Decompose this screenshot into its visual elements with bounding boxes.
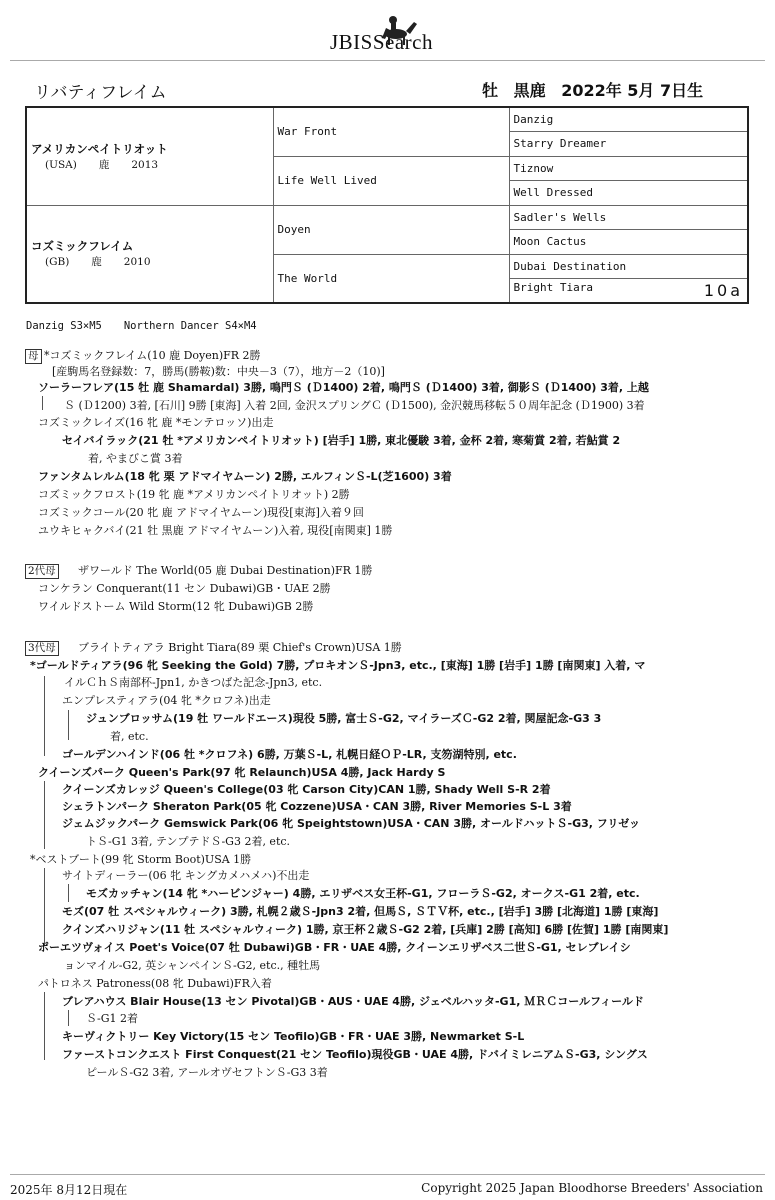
- dam-name[interactable]: コズミックフレイム: [31, 239, 134, 254]
- produce-line[interactable]: セイバイラック(21 牡 *アメリカンペイトリオット) [岩手] 1勝, 東北優駿 3着, 金杯 2着, 寒菊賞 2着, 若鮎賞 2: [62, 434, 621, 447]
- produce-line[interactable]: クイーンズパーク Queen's Park(97 牝 Relaunch)USA 4勝, Jack Hardy S: [38, 766, 446, 779]
- produce-line[interactable]: コズミックコール(20 牝 鹿 アドマイヤムーン)現役[東海]入着９回: [38, 506, 364, 519]
- footer-divider: [10, 1174, 765, 1175]
- produce-line[interactable]: エンプレスティアラ(04 牝 *クロフネ)出走: [62, 694, 271, 707]
- tree-connector: [42, 396, 43, 410]
- horse-info: [482, 78, 703, 101]
- produce-line-cont: ピールＳ-G2 3着, アールオヴセフトンＳ-G3 3着: [86, 1066, 328, 1079]
- dam-cell[interactable]: [26, 205, 273, 303]
- produce-line[interactable]: コンケラン Conquerant(11 セン Dubawi)GB・UAE 2勝: [38, 582, 331, 595]
- tree-connector: [68, 1010, 69, 1026]
- produce-summary: [産駒馬名登録数：7，勝馬(勝鞍)数：中央－3（7），地方－2（10)]: [52, 365, 385, 378]
- inbreeding-item: Danzig S3×M5: [26, 320, 102, 332]
- tree-connector: [68, 884, 69, 902]
- pedigree-g3-cell[interactable]: Danzig: [509, 107, 748, 132]
- horse-color: 黒鹿: [513, 81, 546, 100]
- produce-line[interactable]: モズ(07 牡 スペシャルウィーク) 3勝, 札幌２歳Ｓ-Jpn3 2着, 但馬Ｓ, ＳＴＶ杯, etc., [岩手] 3勝 [北海道] 1勝 [東海]: [62, 905, 659, 918]
- logo-text: JBISSearch: [330, 30, 433, 54]
- produce-line[interactable]: コズミックレイズ(16 牝 鹿 *モンテロッソ)出走: [38, 416, 274, 429]
- sire-cell[interactable]: [26, 107, 273, 205]
- pedigree-g2-cell[interactable]: Doyen: [273, 205, 509, 254]
- section-tag-second-dam: 2代母: [25, 564, 59, 579]
- produce-line[interactable]: ユウキヒャクバイ(21 牡 黒鹿 アドマイヤムーン)入着, 現役[南関東] 1勝: [38, 524, 393, 537]
- produce-line[interactable]: ファンタムレルム(18 牝 栗 アドマイヤムーン) 2勝, エルフィンＳ-L(芝1600) 3着: [38, 470, 452, 483]
- horse-birth: 2022年 5月 7日生: [561, 81, 704, 100]
- produce-line[interactable]: キーヴィクトリー Key Victory(15 セン Teofilo)GB・FR・UAE 3勝, Newmarket S-L: [62, 1030, 525, 1043]
- sire-info: (USA) 鹿 2013: [45, 158, 159, 171]
- produce-line[interactable]: *ゴールドティアラ(96 牝 Seeking the Gold) 7勝, プロキオンＳ-Jpn3, etc., [東海] 1勝 [岩手] 1勝 [南関東] 入着, マ: [30, 659, 646, 672]
- produce-line[interactable]: ワイルドストーム Wild Storm(12 牝 Dubawi)GB 2勝: [38, 600, 314, 613]
- tree-connector: [68, 710, 69, 740]
- pedigree-g3-cell[interactable]: Dubai Destination: [509, 254, 748, 279]
- tree-connector: [44, 676, 45, 756]
- pedigree-g3-cell[interactable]: Tiznow: [509, 156, 748, 181]
- produce-line[interactable]: ファーストコンクエスト First Conquest(21 セン Teofilo)現役GB・UAE 4勝, ドバイミレニアムＳ-G3, シングス: [62, 1048, 648, 1061]
- as-of-date: 2025年 8月12日現在: [10, 1183, 128, 1197]
- inbreeding-item: Northern Dancer S4×M4: [123, 320, 257, 332]
- tree-connector: [44, 992, 45, 1060]
- produce-line-cont: 着, やまびこ賞 3着: [88, 452, 183, 465]
- sire-name[interactable]: アメリカンペイトリオット: [31, 141, 168, 156]
- tree-connector: [44, 868, 45, 946]
- produce-line-cont: Ｓ (Ｄ1200) 3着, [石川] 9勝 [東海] 入着 2回, 金沢スプリングＣ (Ｄ1500), 金沢競馬移転５０周年記念 (Ｄ1900) 3着: [64, 399, 645, 412]
- horse-sex: 牡: [482, 81, 499, 100]
- pedigree-g3-cell[interactable]: Starry Dreamer: [509, 132, 748, 157]
- produce-line-cont: トＳ-G1 3着, テンプテドＳ-G3 2着, etc.: [86, 835, 291, 848]
- pedigree-g3-cell[interactable]: Moon Cactus: [509, 230, 748, 255]
- produce-line-cont: Ｓ-G1 2着: [86, 1012, 138, 1025]
- copyright: Copyright 2025 Japan Bloodhorse Breeders' Association: [421, 1181, 763, 1195]
- produce-line[interactable]: パトロネス Patroness(08 牝 Dubawi)FR入着: [38, 977, 272, 990]
- produce-line[interactable]: ポーエツヴォイス Poet's Voice(07 牡 Dubawi)GB・FR・UAE 4勝, クイーンエリザベス二世Ｓ-G1, セレブレイシ: [38, 941, 631, 954]
- produce-line[interactable]: ブレアハウス Blair House(13 セン Pivotal)GB・AUS・UAE 4勝, ジェベルハッタ-G1, ＭＲＣコールフィールド: [62, 995, 644, 1008]
- jbis-logo: [320, 8, 460, 54]
- produce-line-cont: イルＣｈＳ南部杯-Jpn1, かきつばた記念-Jpn3, etc.: [64, 676, 323, 689]
- produce-line[interactable]: ジュンブロッサム(19 牡 ワールドエース)現役 5勝, 富士Ｓ-G2, マイラーズＣ-G2 2着, 関屋記念-G3 3: [86, 712, 602, 725]
- produce-line[interactable]: コズミックフロスト(19 牝 鹿 *アメリカンペイトリオット) 2勝: [38, 488, 350, 501]
- pedigree-g2-cell[interactable]: Life Well Lived: [273, 156, 509, 205]
- pedigree-g3-cell[interactable]: Sadler's Wells: [509, 205, 748, 230]
- produce-line[interactable]: クインズハリジャン(11 牡 スペシャルウィーク) 1勝, 京王杯２歳Ｓ-G2 2着, [兵庫] 2勝 [高知] 6勝 [佐賀] 1勝 [南関東]: [62, 923, 669, 936]
- pedigree-g2-cell[interactable]: War Front: [273, 107, 509, 156]
- pedigree-g3-cell[interactable]: Well Dressed: [509, 181, 748, 206]
- produce-line[interactable]: モズカッチャン(14 牝 *ハービンジャー) 4勝, エリザベス女王杯-G1, フローラＳ-G2, オークス-G1 2着, etc.: [86, 887, 640, 900]
- third-dam-record: ブライトティアラ Bright Tiara(89 栗 Chief's Crown)USA 1勝: [78, 641, 402, 654]
- produce-line[interactable]: *ベストブート(99 牝 Storm Boot)USA 1勝: [30, 853, 252, 866]
- section-tag-third-dam: 3代母: [25, 641, 59, 656]
- pedigree-g3-cell-label[interactable]: Bright Tiara: [513, 281, 593, 294]
- produce-line[interactable]: ゴールデンハインド(06 牡 *クロフネ) 6勝, 万葉Ｓ-L, 札幌日経ＯＰ-LR, 支笏湖特別, etc.: [62, 748, 517, 761]
- produce-line[interactable]: クイーンズカレッジ Queen's College(03 牝 Carson City)CAN 1勝, Shady Well S-R 2着: [62, 783, 551, 796]
- pedigree-g3-cell: [509, 279, 748, 304]
- family-number: 10a: [703, 281, 743, 300]
- produce-line[interactable]: サイトディーラー(06 牝 キングカメハメハ)不出走: [62, 869, 310, 882]
- produce-line-cont: 着, etc.: [110, 730, 149, 743]
- section-tag-dam: 母: [25, 349, 42, 364]
- dam-record: *コズミックフレイム(10 鹿 Doyen)FR 2勝: [44, 349, 261, 362]
- header-divider: [10, 60, 765, 61]
- pedigree-table: [25, 106, 749, 304]
- pedigree-g2-cell[interactable]: The World: [273, 254, 509, 303]
- horse-name: リバティフレイム: [34, 83, 167, 103]
- produce-line-cont: ョンマイル-G2, 英シャンペインＳ-G2, etc., 種牡馬: [64, 959, 321, 972]
- tree-connector: [44, 781, 45, 849]
- produce-line[interactable]: ジェムジックパーク Gemswick Park(06 牝 Speightstown)USA・CAN 3勝, オールドハットＳ-G3, フリゼッ: [62, 817, 641, 830]
- produce-line[interactable]: シェラトンパーク Sheraton Park(05 牝 Cozzene)USA・CAN 3勝, River Memories S-L 3着: [62, 800, 572, 813]
- inbreeding-line: [26, 320, 279, 332]
- dam-info: (GB) 鹿 2010: [45, 256, 151, 269]
- second-dam-record: ザワールド The World(05 鹿 Dubai Destination)FR 1勝: [78, 564, 373, 577]
- produce-line[interactable]: ソーラーフレア(15 牡 鹿 Shamardal) 3勝, 鳴門Ｓ (Ｄ1400) 2着, 鳴門Ｓ (Ｄ1400) 3着, 御影Ｓ (Ｄ1400) 3着, 上越: [38, 381, 649, 394]
